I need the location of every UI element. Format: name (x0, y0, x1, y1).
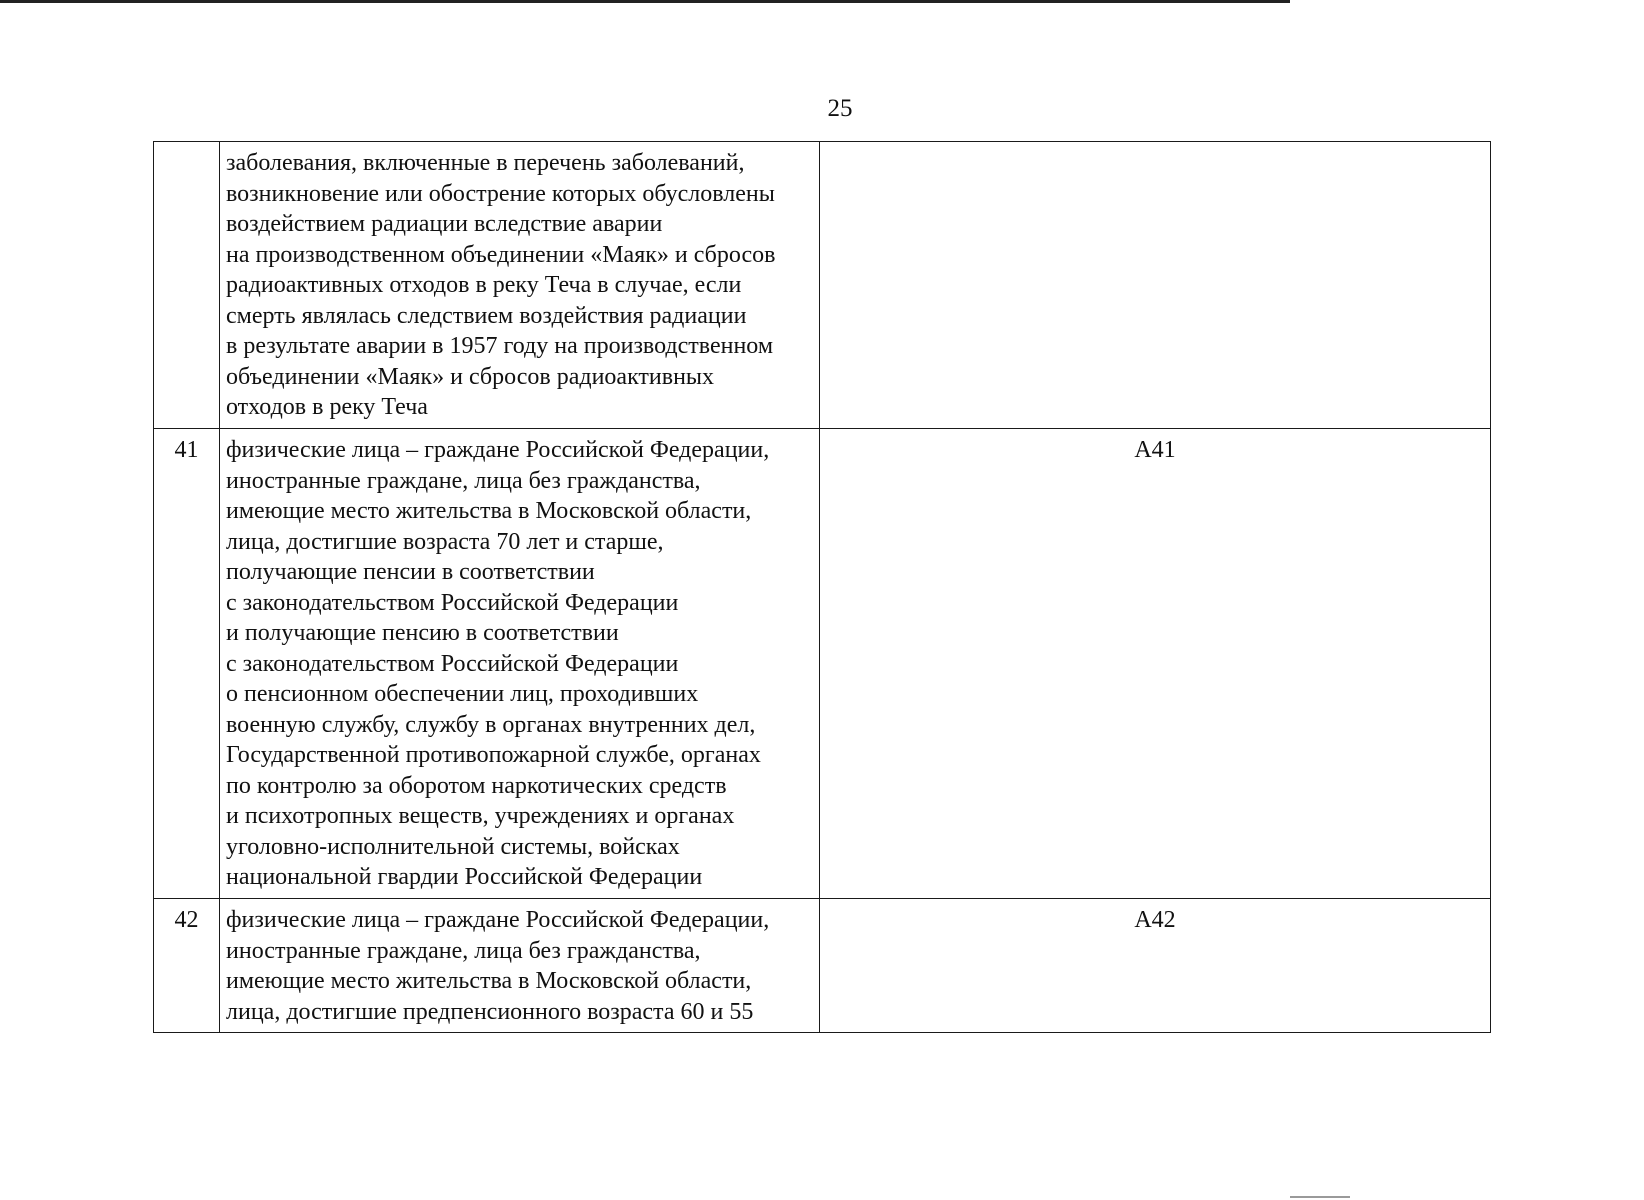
scan-edge-line (0, 0, 1290, 3)
row-number-cell: 42 (154, 899, 220, 1033)
row-code-cell: А42 (820, 899, 1491, 1033)
benefits-table (153, 141, 1491, 1033)
row-description-cell: физические лица – граждане Российской Федерации, иностранные граждане, лица без гражданства, имеющие место жительства в Московской области, лица, достигшие возраста 70 лет и старше, получающие пенсии в соответствии с законодательством Российской Федерации и получающие пенсию в соответствии с законодательством Российской Федерации о пенсионном обеспечении лиц, проходивших военную службу, службу в органах внутренних дел, Государственной противопожарной службе, органах по контролю за оборотом наркотических средств и психотропных веществ, учреждениях и органах уголовно-исполнительной системы, войсках национальной гвардии Российской Федерации (220, 429, 820, 899)
row-number-cell (154, 142, 220, 429)
table-row (154, 899, 1491, 1033)
scan-edge-mark (1290, 1196, 1350, 1198)
row-description-cell: физические лица – граждане Российской Федерации, иностранные граждане, лица без гражданства, имеющие место жительства в Московской области, лица, достигшие предпенсионного возраста 60 и 55 (220, 899, 820, 1033)
table-row (154, 429, 1491, 899)
page-number: 25 (827, 95, 853, 122)
row-code-cell: А41 (820, 429, 1491, 899)
table-row (154, 142, 1491, 429)
row-number-cell: 41 (154, 429, 220, 899)
row-description-cell: заболевания, включенные в перечень заболеваний, возникновение или обострение которых обусловлены воздействием радиации вследствие аварии на производственном объединении «Маяк» и сбросов радиоактивных отходов в реку Теча в случае, если смерть являлась следствием воздействия радиации в результате аварии в 1957 году на производственном объединении «Маяк» и сбросов радиоактивных отходов в реку Теча (220, 142, 820, 429)
row-code-cell (820, 142, 1491, 429)
